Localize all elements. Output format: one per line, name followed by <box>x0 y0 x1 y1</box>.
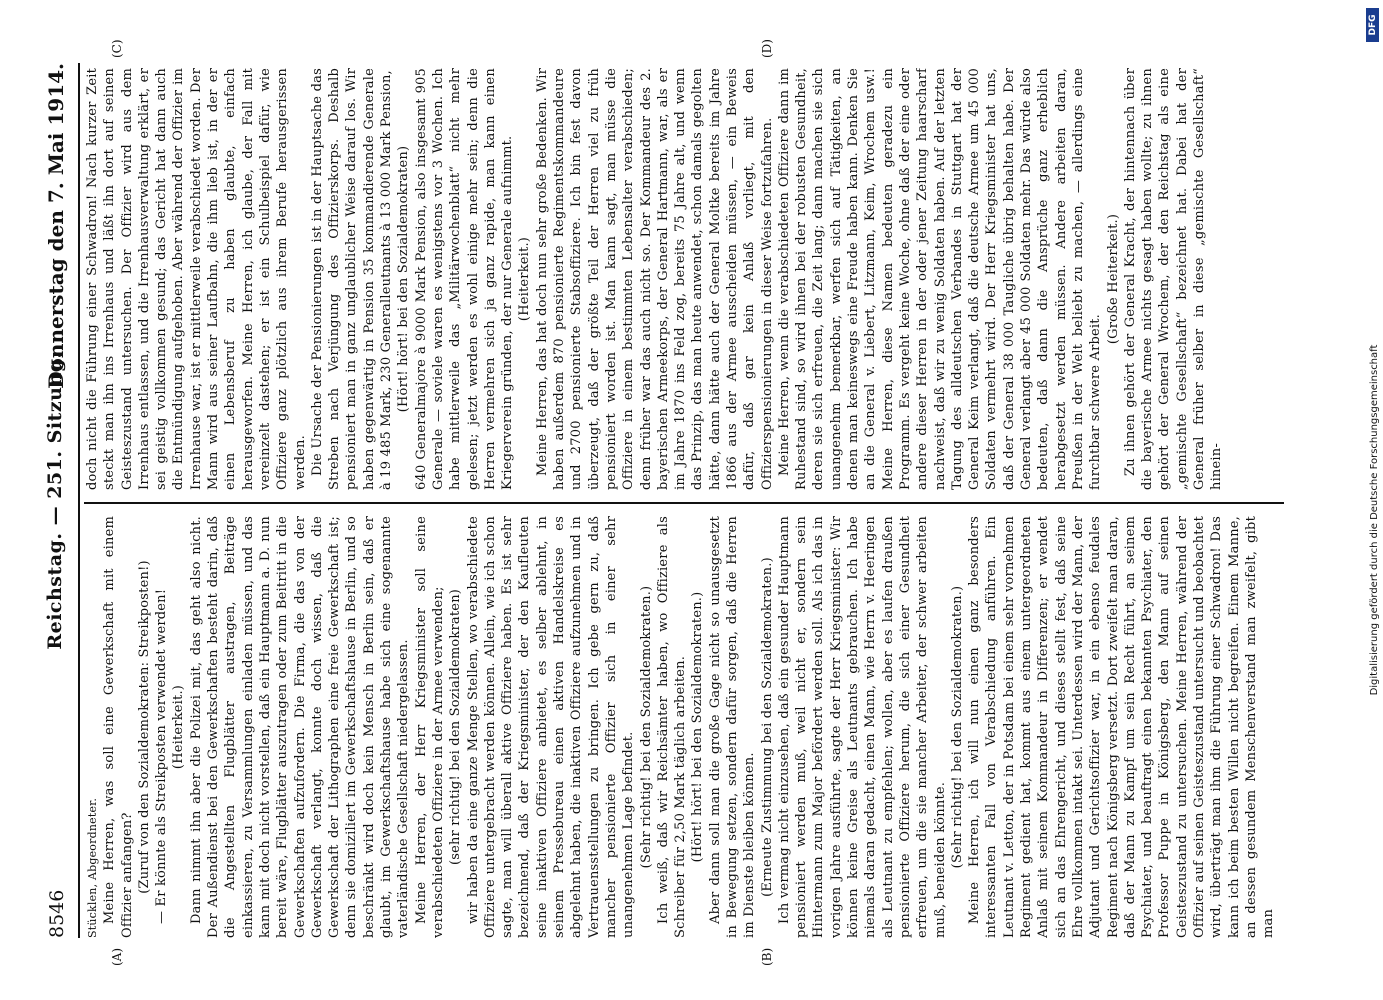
interjection: (Heiterkeit.) <box>171 684 187 770</box>
page-title: Reichstag. — 251. Sitzung. <box>44 351 66 650</box>
paragraph: 640 Generalmajore à 9000 Mark Pension, also insgesamt 905 Generale — soviele waren es wenigstens vor 3 Wochen. Ich habe mittlerweile das „Militärwochenblatt“ nicht mehr gelesen; jetzt werden es wohl einige mehr sein; denn die Herren vermehren sich ja ganz rapide, man kann einen Kriegerverein gründen, der nur Generale aufnimmt. <box>413 68 516 490</box>
paragraph: Die Ursache der Pensionierungen ist in der Hauptsache das Streben nach Verjüngung des Offizierskorps. Deshalb pensioniert man in ganz unglaublicher Weise darauf los. Wir haben gegenwärtig in Pension 35 kommandierende Generale à 19 485 Mark, 230 Generalleutnants à 13 000 Mark Pension, <box>309 68 395 490</box>
interjection: (sehr richtig! bei den Sozialdemokraten) <box>448 588 464 866</box>
paragraph: doch nicht die Führung einer Schwadron! Nach kurzer Zeit steckt man ihn ins Irrenhaus und läßt ihn dort auf seinen Geisteszustand untersuchen. Der Offizier wird aus dem Irrenhaus entlassen, und die Irrenhausverwaltung erklärt, er sei geistig vollkommen gesund; das Gericht hat dann auch die Entmündigung aufgehoben. Aber während der Offizier im Irrenhause war, ist er mittlerweile verabschiedet worden. Der Mann wird aus seiner Laufbahn, die ihm lieb ist, in der er einen Lebensberuf zu haben glaubte, einfach herausgeworfen. Meine Herren, ich glaube, der Fall mit vereinzelt dastehen; er ist ein Schulbeispiel dafür, wie Offiziere ganz plötzlich aus ihrem Berufe herausgerissen werden. <box>85 68 308 490</box>
paragraph: Zu ihnen gehört der General Kracht, der hintennach über die bayerische Armee nichts gesagt haben wollte; zu ihnen gehört der General Wrochem, der den Reichstag als eine „gemischte Gesellschaft“ bezeichnet hat. Dabei hat der General früher selber in diese „gemischte Gesellschaft“ hinein- <box>1122 68 1225 490</box>
margin-marker-c: (C) <box>110 39 124 58</box>
page-header <box>40 63 74 938</box>
paragraph: Meine Herren, ich will nun einen ganz besonders interessanten Fall von Verabschiedung anführen. Ein Leutnant v. Letton, der in Potsdam bei einem sehr vornehmen Regiment gedient hat, kommt aus einem untergeordneten Anlaß mit seinem Kommandeur in Differenzen; er wendet sich an das Ehrengericht, und dieses stellt fest, daß seine Ehre vollkommen intakt sei. Unterdessen wird der Mann, der Adjutant und Gerichtsoffizier war, in ein ebenso feudales Regiment nach Königsberg versetzt. Dort zweifelt man daran, daß der Mann zu Kampf um sein Recht führt, an seinem Psychiater, und beauftragt einen bekannten Psychiater, den Professor Puppe in Königsberg, den Mann auf seinen Geisteszustand zu untersuchen. Meine Herren, während der Offizier auf seinen Geisteszustand untersucht und beobachtet wird, überträgt man ihm die Führung einer Schwadron! Das kann ich beim besten Willen nicht begreifen. Einem Manne, an dessen gesundem Menschenverstand man zweifelt, gibt man <box>967 516 1277 938</box>
margin-marker-d: (D) <box>760 39 774 58</box>
digitization-note: Digitalisierung gefördert durch die Deutsche Forschungsgemeinschaft <box>1369 344 1380 696</box>
newspaper-page <box>40 39 1295 966</box>
left-column <box>84 516 1284 938</box>
paragraph: Meine Herren, was soll eine Gewerkschaft mit einem Offizier anfangen? <box>102 516 135 938</box>
interjection: (Erneute Zustimmung bei den Sozialdemokraten.) <box>759 557 775 897</box>
header-rule <box>78 63 80 938</box>
right-column <box>84 68 1284 490</box>
paragraph: Meine Herren, der Herr Kriegsminister soll seine verabschiedeten Offiziere in der Armee verwenden; <box>413 516 446 938</box>
page-number: 8546 <box>46 889 68 938</box>
interjection: (Sehr richtig! bei den Sozialdemokraten.) <box>949 585 965 869</box>
margin-marker-b: (B) <box>760 947 774 966</box>
paragraph: Ich vermag nicht einzusehen, daß ein gesunder Hauptmann pensioniert werden muß, weil nicht er, sondern sein Hintermann zum Major befördert werden soll. Als ich das in vorigen Jahre ausführte, sagte der Herr Kriegsminister: Wir können keine Greise als Leutnants gebrauchen. Ich habe niemals daran gedacht, einen Mann, wie Herrn v. Heeringen als Leutnant zu empfehlen; wollen, aber es laufen draußen pensionierte Offiziere herum, die sich einer Gesundheit erfreuen, um die sie mancher Arbeiter, der schwer arbeiten muß, beneiden könnte. <box>776 516 948 938</box>
dfg-logo-text: DFG <box>1368 14 1378 36</box>
session-date: Donnerstag den 7. Mai 1914. <box>44 63 68 389</box>
dfg-logo-icon <box>1366 8 1379 42</box>
interjection: (Sehr richtig! bei den Sozialdemokraten.) <box>638 585 654 869</box>
interjection: (Heiterkeit.) <box>517 236 533 322</box>
paragraph: Meine Herren, das hat doch nun sehr große Bedenken. Wir haben außerdem 870 pensionierte Regimentskommandeure und 2700 pensionierte Stabsoffiziere. Ich bin fest davon überzeugt, daß der größte Teil der Herren viel zu früh pensioniert worden ist. Man kann sagt, man müsse die Offiziere in einem bestimmten Lebensalter verabschieden; denn früher war das auch nicht so. Der Kommandeur des 2. bayerischen Armeekorps, der General Hartmann, war, als er im Jahre 1870 ins Feld zog, bereits 75 Jahre alt, und wenn das Prinzip, das man heute anwendet, schon damals gegolten hätte, dann hätte auch der General Moltke bereits im Jahre 1866 aus der Armee ausscheiden müssen, — ein Beweis dafür, daß gar kein Anlaß vorliegt, mit den Offizierspensionierungen in dieser Weise fortzufahren. <box>534 68 775 490</box>
margin-marker-a: (A) <box>110 947 124 966</box>
speaker-label: Stücklen, Abgeordneter. <box>86 797 99 938</box>
interjection: (Hört! hört! bei den Sozialdemokraten.) <box>690 591 706 863</box>
interjection: (Große Heiterkeit.) <box>1105 213 1121 345</box>
paragraph: — Er könnte als Streikposten verwendet werden! <box>154 588 170 924</box>
paragraph: Ich weiß, daß wir Reichsämter haben, wo Offiziere als Schreiber für 2,50 Mark täglich arbeiten. <box>655 516 689 938</box>
interjection: (Hört! hört! bei den Sozialdemokraten) <box>396 145 412 413</box>
paragraph: Dann nimmt ihn aber die Polizei mit, das geht also nicht. Der Außendienst bei den Gewerkschaften besteht darin, daß die Angestellten Flugblätter austragen, Beiträge einkassieren, zu Versammlungen einladen müssen, und das kann mit doch nicht vorstellen, daß ein Hauptmann a. D. nun bereit wäre, Flugblätter auszutragen oder zum Beitritt in die Gewerkschaften aufzufordern. Die Firma, die das von der Gewerkschaft verlangt, konnte doch wissen, daß die Gewerkschaft der Lithographen eine freie Gewerkschaft ist; denn sie domiziliert im Gewerkschaftshause in Berlin, und so beschränkt wird doch kein Mensch in Berlin sein, daß er glaubt, im Gewerkschaftshause habe sich eine sogenannte vaterländische Gesellschaft niedergelassen. <box>188 516 412 938</box>
paragraph: Aber dann soll man die große Gage nicht so unausgesetzt in Bewegung setzen, sondern dafür sorgen, daß die Herren im Dienste bleiben können. <box>707 516 758 938</box>
paragraph: wir haben da eine ganze Menge Stellen, wo verabschiedete Offiziere untergebracht werden können. Allein, wie ich schon sagte, man will überall aktive Offiziere haben. Es ist sehr bezeichnend, daß der Kriegsminister, der den Kaufleuten seine inaktiven Offiziere anbietet, es selber ablehnt, in seinem Pressebureau einen aktiven Handelskreise es abgelehnt haben, die inaktiven Offiziere aufzunehmen und in Vertrauensstellungen zu bringen. Ich gebe gern zu, daß mancher pensionierte Offizier sich in einer sehr unangenehmen Lage befindet. <box>465 516 637 938</box>
interjection: (Zuruf von den Sozialdemokraten: Streikposten!) <box>136 560 152 894</box>
column-divider <box>84 502 1284 504</box>
paragraph: Meine Herren, wenn die verabschiedeten Offiziere dann im Ruhestand sind, so wird ihnen bei der robusten Gesundheit, deren sie sich erfreuen, die Zeit lang; dann machen sie sich unangenehm bemerkbar, werfen sich auf Tätigkeiten, an denen man keineswegs eine Freude haben kann. Denken Sie an die General v. Liebert, Litzmann, Keim, Wrochem usw.! Meine Herren, diese Namen bedeuten geradezu ein Programm. Es vergeht keine Woche, ohne daß der eine oder andere dieser Herren in der oder jener Zeitung haarscharf nachweist, daß wir zu wenig Soldaten haben. Auf der letzten Tagung des alldeutschen Verbandes in Stuttgart hat der General Keim verlangt, daß die deutsche Armee um 45 000 Soldaten vermehrt wird. Der Herr Kriegsminister hat uns, daß der General 38 000 Taugliche übrig behalten habe. Der General verlangt aber 45 000 Soldaten mehr. Das würde also bedeuten, daß dann die Ansprüche ganz erheblich herabgesetzt werden müssen. Andere arbeiten daran, Preußen in der Welt beliebt zu machen, — allerdings eine furchtbar schwere Arbeit. <box>776 68 1104 490</box>
